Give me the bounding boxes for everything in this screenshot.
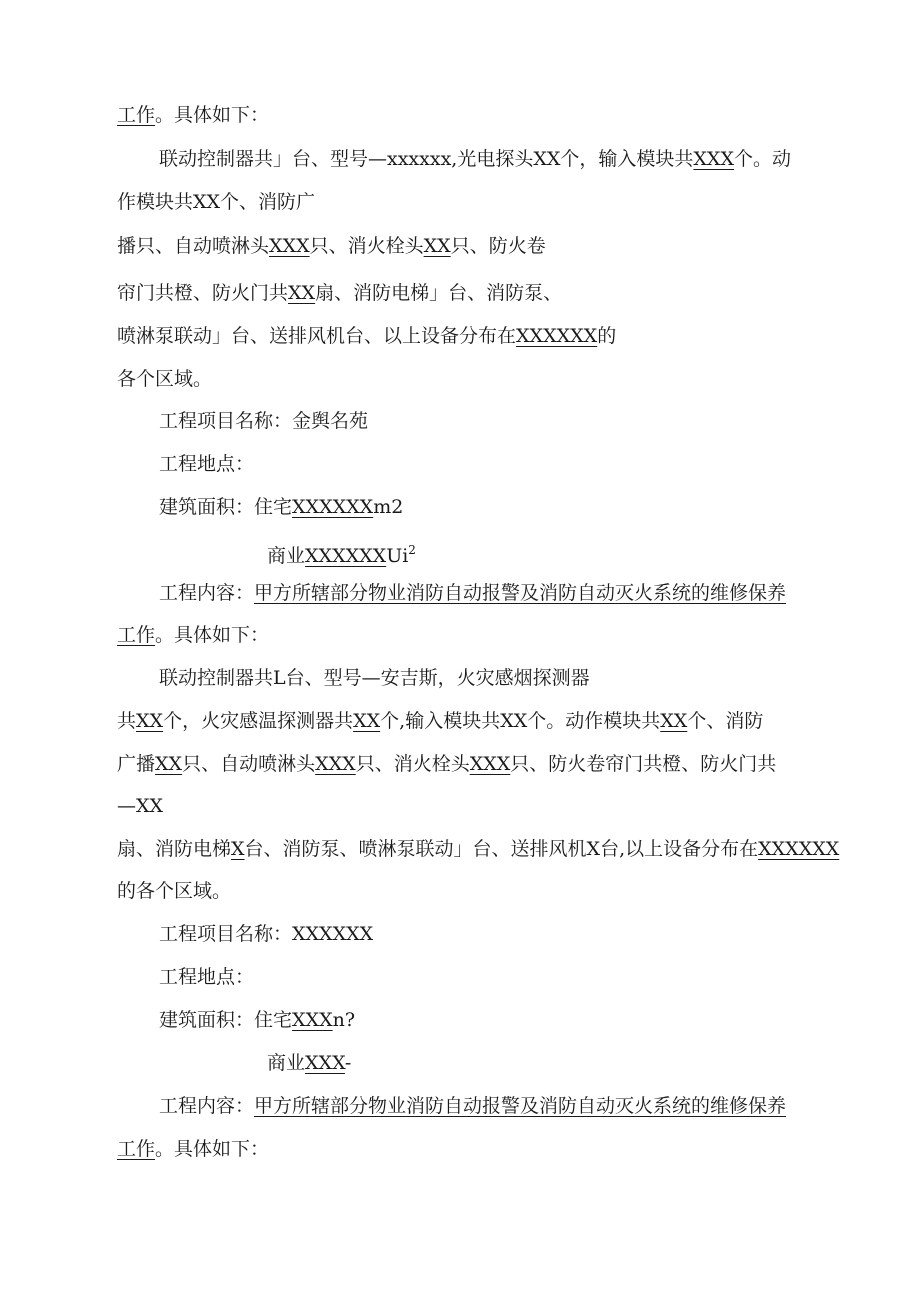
text-line: 联动控制器共」台、型号—xxxxxx,光电探头XX个，输入模块共XXX个。动 [159,148,791,170]
project-location: 工程地点： [159,966,255,988]
text-line: 工作。具体如下： [117,104,270,126]
text-line: 作模块共XX个、消防广 [117,191,316,213]
building-area-commercial: 商业XXXXXXUi$^2$ [267,543,416,567]
text-line: 播只、自动喷淋头XXX只、消火栓头XX只、防火卷 [117,235,546,257]
text-line: 联动控制器共L台、型号—安吉斯，火灾感烟探测器 [159,667,590,689]
building-area-residential: 建筑面积：住宅XXXXXXm2 [159,496,404,518]
project-name: 工程项目名称：金舆名苑 [159,410,369,432]
text-line: 喷淋泵联动」台、送排风机台、以上设备分布在XXXXXX的 [117,325,617,347]
text-line: 各个区域。 [117,368,213,390]
building-area-commercial: 商业XXX- [267,1052,352,1074]
project-name: 工程项目名称：XXXXXX [159,923,374,945]
text-line: 广播XX只、自动喷淋头XXX只、消火栓头XXX只、防火卷帘门共橙、防火门共 [117,753,777,775]
text-line: 工作。具体如下： [117,624,270,646]
project-content: 工程内容：甲方所辖部分物业消防自动报警及消防自动灭火系统的维修保养 [159,1095,787,1117]
text-line: 的各个区域。 [117,880,232,902]
text-line: 工作。具体如下： [117,1138,270,1160]
text-line: 共XX个，火灾感温探测器共XX个,输入模块共XX个。动作模块共XX个、消防 [117,710,764,732]
text-line: 帘门共橙、防火门共XX扇、消防电梯」台、消防泵、 [117,282,563,304]
text-line: —XX [117,795,164,817]
project-content: 工程内容：甲方所辖部分物业消防自动报警及消防自动灭火系统的维修保养 [159,582,787,604]
project-location: 工程地点： [159,453,255,475]
text-line: 扇、消防电梯X台、消防泵、喷淋泵联动」台、送排风机X台,以上设备分布在XXXXXX [117,838,840,860]
building-area-residential: 建筑面积：住宅XXXn? [159,1009,356,1031]
